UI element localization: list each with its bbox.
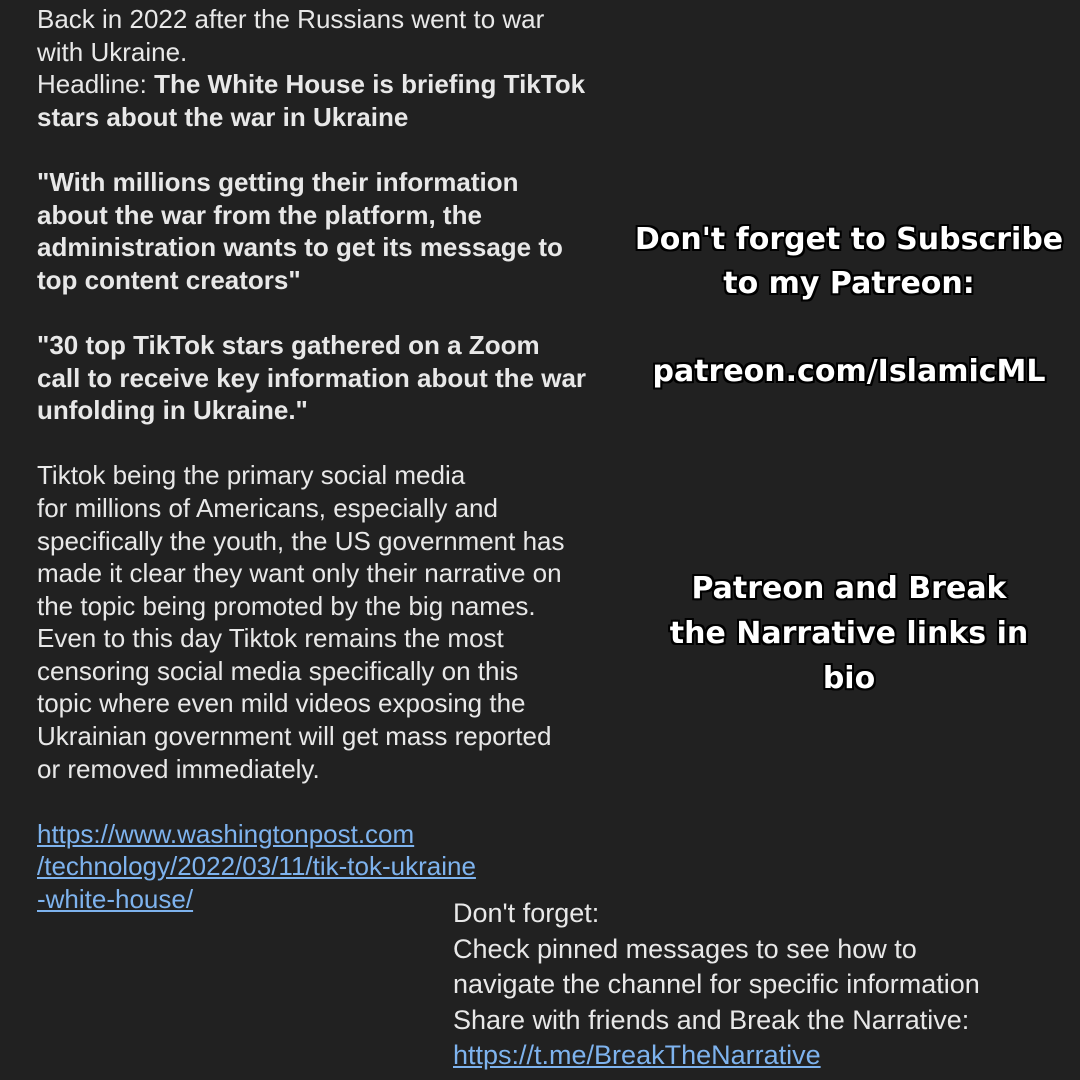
footer-line-1: Don't forget: — [453, 898, 600, 928]
paragraph-gap — [37, 427, 617, 460]
footer-message — [453, 896, 1078, 1074]
subscribe-line-2: to my Patreon: — [723, 266, 975, 301]
quote1-line-2: about the war from the platform, the — [37, 199, 482, 230]
headline-prefix: Headline: — [37, 69, 155, 100]
channel-link[interactable]: https://t.me/BreakTheNarrative — [453, 1040, 821, 1070]
patreon-url: patreon.com/IslamicML — [652, 354, 1046, 389]
paragraph-gap — [37, 133, 617, 166]
quote2-line-2: call to receive key information about the war — [37, 362, 587, 393]
source-link-line-3[interactable]: -white-house/ — [37, 884, 194, 915]
headline-title: The White House is briefing TikTok — [154, 69, 586, 100]
quote2-line-1: "30 top TikTok stars gathered on a Zoom — [37, 329, 540, 360]
headline-line-1 — [37, 68, 617, 101]
paragraph-line-9: Ukrainian government will get mass reported — [37, 721, 552, 752]
paragraph-gap — [37, 296, 617, 329]
links-line-3: bio — [822, 661, 876, 696]
paragraph-line-8: topic where even mild videos exposing the — [37, 688, 526, 719]
paragraph-gap — [37, 785, 617, 818]
paragraph-line-4: made it clear they want only their narrative on — [37, 558, 562, 589]
headline-line-2: stars about the war in Ukraine — [37, 101, 409, 132]
paragraph-line-6: Even to this day Tiktok remains the most — [37, 623, 504, 654]
subscribe-line-1: Don't forget to Subscribe — [634, 222, 1064, 257]
paragraph-line-1: Tiktok being the primary social media — [37, 460, 466, 491]
intro-line-1: Back in 2022 after the Russians went to war — [37, 4, 545, 34]
links-line-2: the Narrative links in — [669, 616, 1029, 651]
paragraph-line-10: or removed immediately. — [37, 753, 320, 784]
message-body — [37, 3, 617, 916]
paragraph-line-3: specifically the youth, the US government has — [37, 525, 565, 556]
footer-line-4: Share with friends and Break the Narrative: — [453, 1004, 970, 1035]
source-link-line-1[interactable]: https://www.washingtonpost.com — [37, 818, 415, 849]
quote1-line-3: administration wants to get its message to — [37, 232, 563, 263]
links-line-1: Patreon and Break — [691, 571, 1007, 606]
intro-line-2: with Ukraine. — [37, 36, 188, 67]
paragraph-line-2: for millions of Americans, especially and — [37, 492, 498, 523]
source-link-line-2[interactable]: /technology/2022/03/11/tik-tok-ukraine — [37, 851, 476, 882]
paragraph-line-5: the topic being promoted by the big names. — [37, 590, 536, 621]
footer-line-2: Check pinned messages to see how to — [453, 933, 917, 964]
links-in-bio-callout — [618, 566, 1080, 701]
quote1-line-1: "With millions getting their information — [37, 166, 519, 197]
quote1-line-4: top content creators" — [37, 264, 301, 295]
footer-line-3: navigate the channel for specific information — [453, 969, 980, 999]
patreon-subscribe-callout — [618, 218, 1080, 306]
paragraph-line-7: censoring social media specifically on this — [37, 655, 519, 686]
quote2-line-3: unfolding in Ukraine." — [37, 395, 308, 426]
